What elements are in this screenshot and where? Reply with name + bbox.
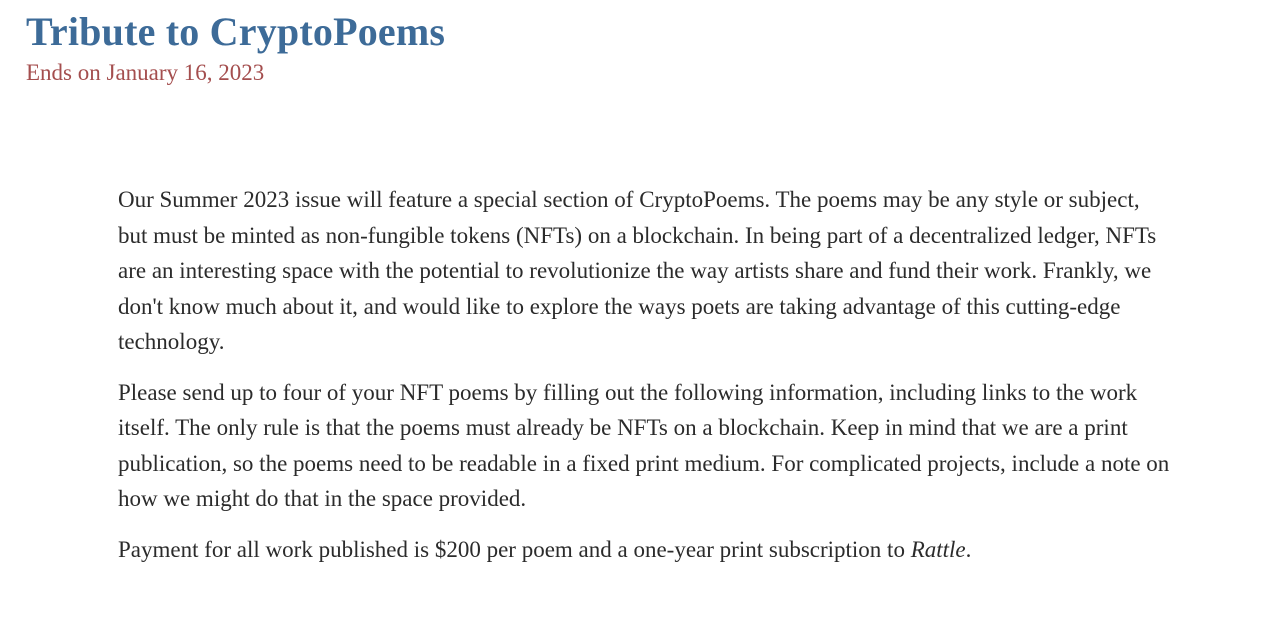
payment-paragraph bbox=[118, 532, 1170, 568]
description-section bbox=[118, 182, 1170, 582]
instructions-paragraph: Please send up to four of your NFT poems by filling out the following information, including links to the work itself. The only rule is that the poems must already be NFTs on a blockchain. Keep in mind that we are a print publication, so the poems need to be readable in a fixed print medium. For complicated projects, include a note on how we might do that in the space provided. bbox=[118, 379, 1170, 511]
page-title: Tribute to CryptoPoems bbox=[26, 9, 446, 54]
page-header bbox=[26, 8, 445, 88]
payment-text: Payment for all work published is $200 per poem and a one-year print subscription to bbox=[118, 536, 911, 562]
publication-name: Rattle bbox=[910, 536, 966, 562]
payment-end: . bbox=[965, 536, 972, 562]
deadline-text: Ends on January 16, 2023 bbox=[26, 60, 265, 85]
intro-paragraph: Our Summer 2023 issue will feature a special section of CryptoPoems. The poems may be any style or subject, but must be minted as non-fungible tokens (NFTs) on a blockchain. In being part of a decentralized ledger, NFTs are an interesting space with the potential to revolutionize the way artists share and fund their work. Frankly, we don't know much about it, and would like to explore the ways poets are taking advantage of this cutting-edge technology. bbox=[118, 187, 1157, 354]
